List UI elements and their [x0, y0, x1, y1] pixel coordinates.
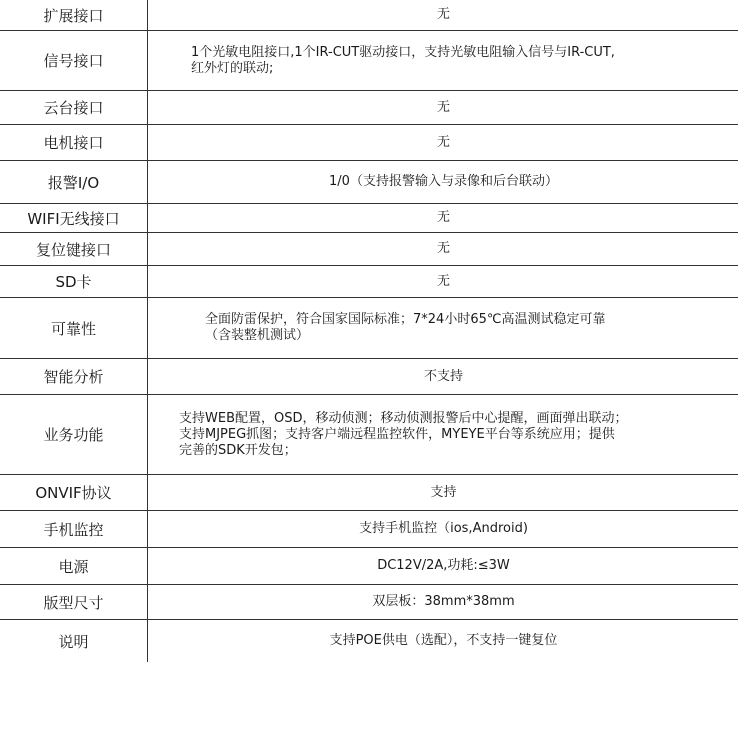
row-label: 版型尺寸 [0, 585, 148, 619]
row-label: 说明 [0, 620, 148, 662]
row-value: 支持手机监控（ios,Android) [359, 521, 528, 536]
row-value: 1个光敏电阻接口,1个IR-CUT驱动接口，支持光敏电阻输入信号与IR-CUT, 红外灯的联动; [191, 44, 615, 76]
row-value: 无 [436, 7, 450, 22]
row-label: 复位键接口 [0, 233, 148, 265]
row-label: 智能分析 [0, 359, 148, 394]
table-row [0, 585, 738, 619]
row-value: 无 [436, 134, 450, 150]
table-row [0, 395, 738, 474]
row-value: 全面防雷保护，符合国家国际标准；7*24小时65℃高温测试稳定可靠 （含装整机测试） [205, 312, 606, 343]
row-label: 扩展接口 [0, 0, 148, 30]
row-value: 不支持 [423, 368, 463, 384]
table-row [0, 91, 738, 124]
row-label: WIFI无线接口 [0, 204, 148, 232]
table-row [0, 266, 738, 297]
table-row [0, 511, 738, 547]
table-row [0, 548, 738, 584]
row-value: 无 [436, 99, 450, 115]
row-label: 信号接口 [0, 31, 148, 90]
table-row [0, 233, 738, 265]
row-label: SD卡 [0, 266, 148, 297]
row-value: 双层板：38mm*38mm [372, 594, 515, 609]
row-label: 手机监控 [0, 511, 148, 547]
row-label: 业务功能 [0, 395, 148, 474]
row-value: 支持WEB配置，OSD，移动侦测；移动侦测报警后中心提醒，画面弹出联动； 支持MJPEG抓图；支持客户端远程监控软件，MYEYE平台等系统应用；提供 完善的SDK开发包； [179, 410, 628, 458]
row-value: 1/0（支持报警输入与录像和后台联动） [329, 174, 558, 189]
row-value: 支持 [430, 484, 457, 500]
table-row [0, 359, 738, 394]
row-label: 报警I/O [0, 161, 148, 203]
table-row [0, 204, 738, 232]
table-row [0, 125, 738, 160]
table-row [0, 298, 738, 358]
row-value: 无 [436, 210, 450, 225]
table-row [0, 620, 738, 662]
row-value: DC12V/2A,功耗:≤3W [377, 558, 510, 573]
row-value: 支持POE供电（选配），不支持一键复位 [329, 633, 558, 648]
table-row [0, 31, 738, 90]
row-label: ONVIF协议 [0, 475, 148, 510]
row-label: 电源 [0, 548, 148, 584]
row-label: 电机接口 [0, 125, 148, 160]
row-label: 可靠性 [0, 298, 148, 358]
row-label: 云台接口 [0, 91, 148, 124]
table-row [0, 0, 738, 30]
row-value: 无 [436, 241, 450, 256]
table-row [0, 161, 738, 203]
table-row [0, 475, 738, 510]
row-value: 无 [436, 273, 450, 289]
